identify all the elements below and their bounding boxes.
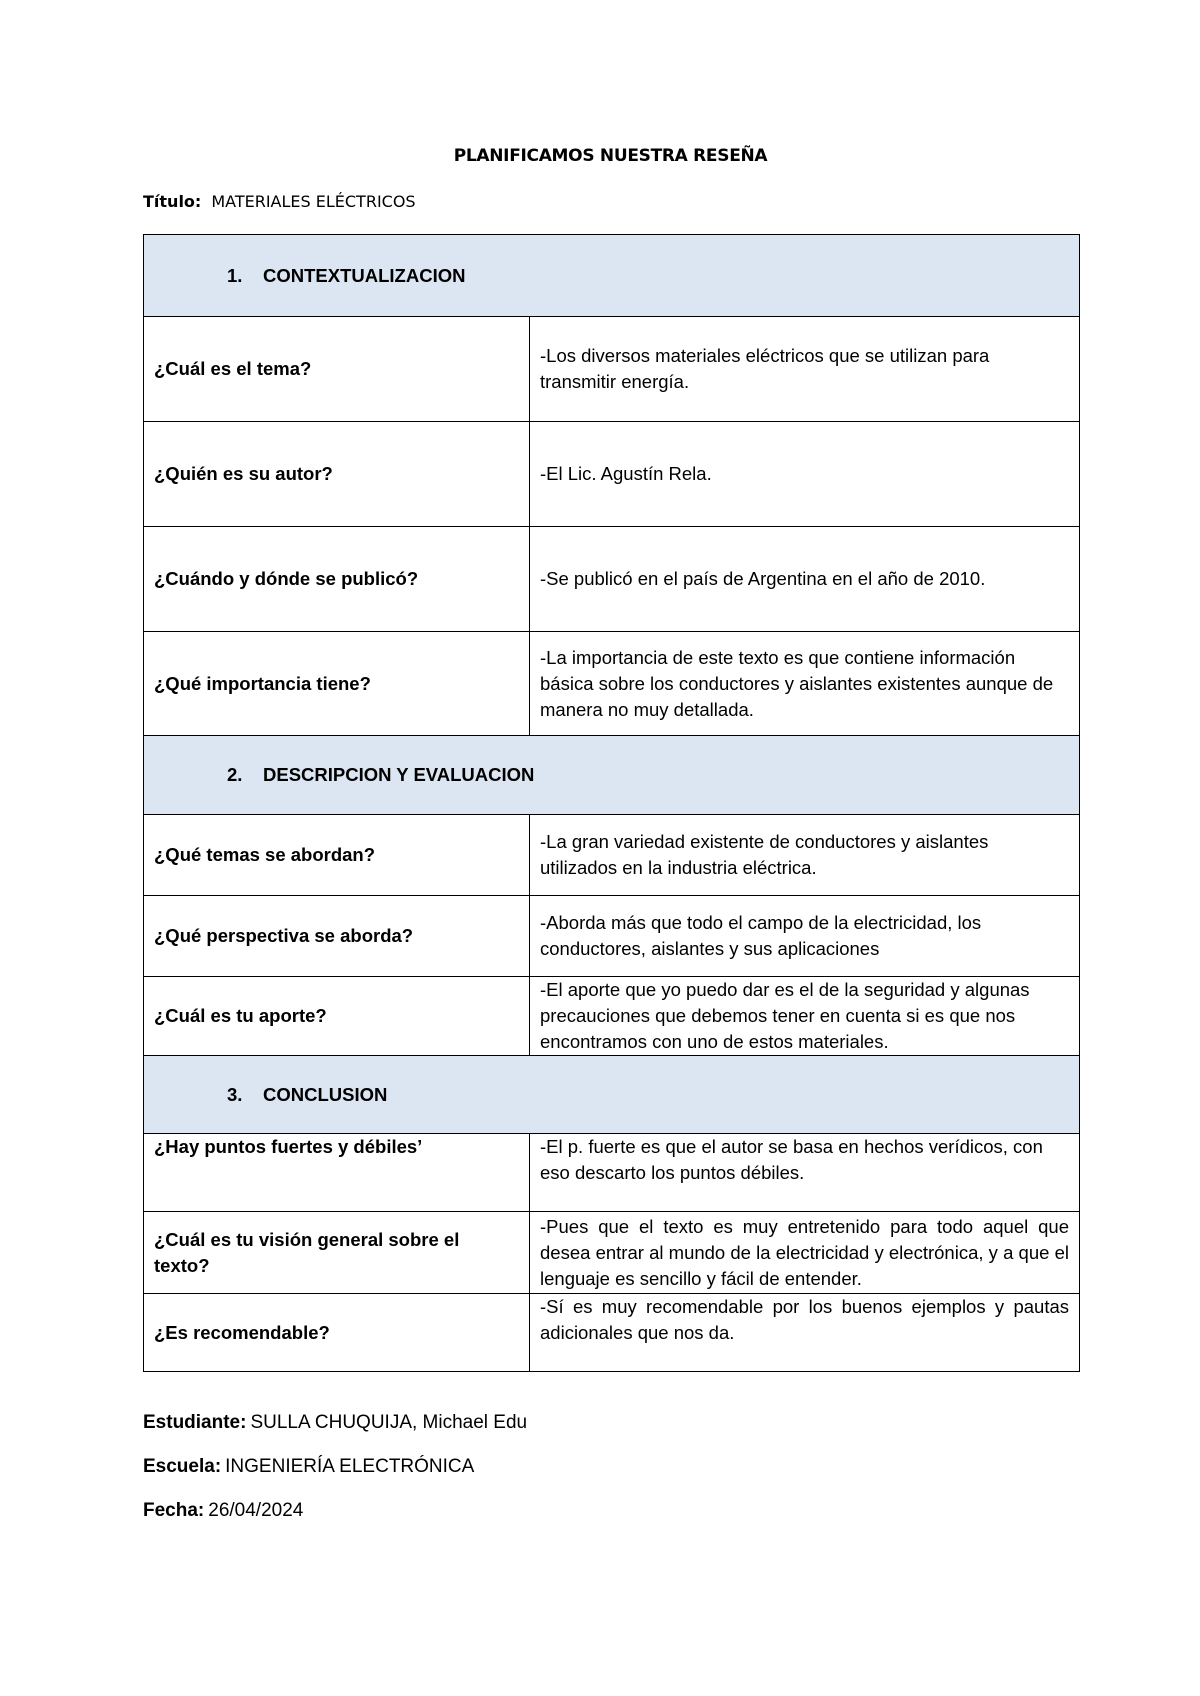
answer-cell: -Los diversos materiales eléctricos que se utilizan para transmitir energía. bbox=[530, 317, 1080, 422]
table-row bbox=[144, 896, 1080, 977]
subject-value: MATERIALES ELÉCTRICOS bbox=[211, 192, 416, 211]
section-heading-contextualizacion bbox=[144, 235, 1080, 317]
review-subject bbox=[143, 192, 416, 211]
question-cell: ¿Qué temas se abordan? bbox=[144, 815, 530, 896]
question-cell: ¿Cuándo y dónde se publicó? bbox=[144, 527, 530, 632]
answer-cell: -Sí es muy recomendable por los buenos ejemplos y pautas adicionales que nos da. bbox=[530, 1294, 1080, 1372]
question-cell: ¿Cuál es el tema? bbox=[144, 317, 530, 422]
section-header-row bbox=[144, 1056, 1080, 1134]
section-title: CONTEXTUALIZACION bbox=[263, 264, 466, 286]
student-label: Estudiante: bbox=[143, 1412, 247, 1433]
section-heading-conclusion bbox=[144, 1056, 1080, 1134]
table-row bbox=[144, 1212, 1080, 1294]
answer-cell: -La gran variedad existente de conductores y aislantes utilizados en la industria eléctrica. bbox=[530, 815, 1080, 896]
answer-cell: -El aporte que yo puedo dar es el de la seguridad y algunas precauciones que debemos tener en cuenta si es que nos encontramos con uno de estos materiales. bbox=[530, 977, 1080, 1056]
section-header-row bbox=[144, 235, 1080, 317]
question-cell: ¿Qué importancia tiene? bbox=[144, 632, 530, 736]
question-cell: ¿Es recomendable? bbox=[144, 1294, 530, 1372]
table-row bbox=[144, 1294, 1080, 1372]
section-number: 1. bbox=[227, 264, 243, 286]
section-title: DESCRIPCION Y EVALUACION bbox=[263, 764, 535, 785]
document-title: PLANIFICAMOS NUESTRA RESEÑA bbox=[453, 146, 768, 166]
student-line bbox=[143, 1412, 527, 1434]
table-row bbox=[144, 632, 1080, 736]
section-number: 3. bbox=[227, 1083, 243, 1105]
date-label: Fecha: bbox=[143, 1500, 205, 1521]
question-cell: ¿Cuál es tu visión general sobre el texto? bbox=[144, 1212, 530, 1294]
answer-cell: -El Lic. Agustín Rela. bbox=[530, 422, 1080, 527]
question-cell: ¿Hay puntos fuertes y débiles’ bbox=[144, 1134, 530, 1212]
date-value: 26/04/2024 bbox=[208, 1500, 304, 1521]
answer-cell: -Pues que el texto es muy entretenido para todo aquel que desea entrar al mundo de la electricidad y electrónica, y a que el lenguaje es sencillo y fácil de entender. bbox=[530, 1212, 1080, 1294]
school-label: Escuela: bbox=[143, 1456, 222, 1477]
table-row bbox=[144, 527, 1080, 632]
question-cell: ¿Quién es su autor? bbox=[144, 422, 530, 527]
table-row bbox=[144, 815, 1080, 896]
section-title: CONCLUSION bbox=[263, 1083, 388, 1105]
section-heading-descripcion bbox=[144, 736, 1080, 815]
answer-cell: -La importancia de este texto es que contiene información básica sobre los conductores y aislantes existentes aunque de manera no muy detallada. bbox=[530, 632, 1080, 736]
student-value: SULLA CHUQUIJA, Michael Edu bbox=[250, 1412, 528, 1433]
date-line bbox=[143, 1500, 303, 1522]
table-row bbox=[144, 977, 1080, 1056]
answer-cell: -Se publicó en el país de Argentina en el año de 2010. bbox=[530, 527, 1080, 632]
table-row bbox=[144, 1134, 1080, 1212]
section-number: 2. bbox=[227, 764, 243, 785]
section-header-row bbox=[144, 736, 1080, 815]
answer-cell: -El p. fuerte es que el autor se basa en hechos verídicos, con eso descarto los puntos débiles. bbox=[530, 1134, 1080, 1212]
subject-label: Título: bbox=[143, 192, 202, 211]
table-row bbox=[144, 422, 1080, 527]
question-cell: ¿Qué perspectiva se aborda? bbox=[144, 896, 530, 977]
school-line bbox=[143, 1456, 474, 1478]
table-row bbox=[144, 317, 1080, 422]
question-cell: ¿Cuál es tu aporte? bbox=[144, 977, 530, 1056]
review-table bbox=[143, 234, 1080, 1372]
answer-cell: -Aborda más que todo el campo de la electricidad, los conductores, aislantes y sus aplicaciones bbox=[530, 896, 1080, 977]
school-value: INGENIERÍA ELECTRÓNICA bbox=[225, 1456, 475, 1477]
